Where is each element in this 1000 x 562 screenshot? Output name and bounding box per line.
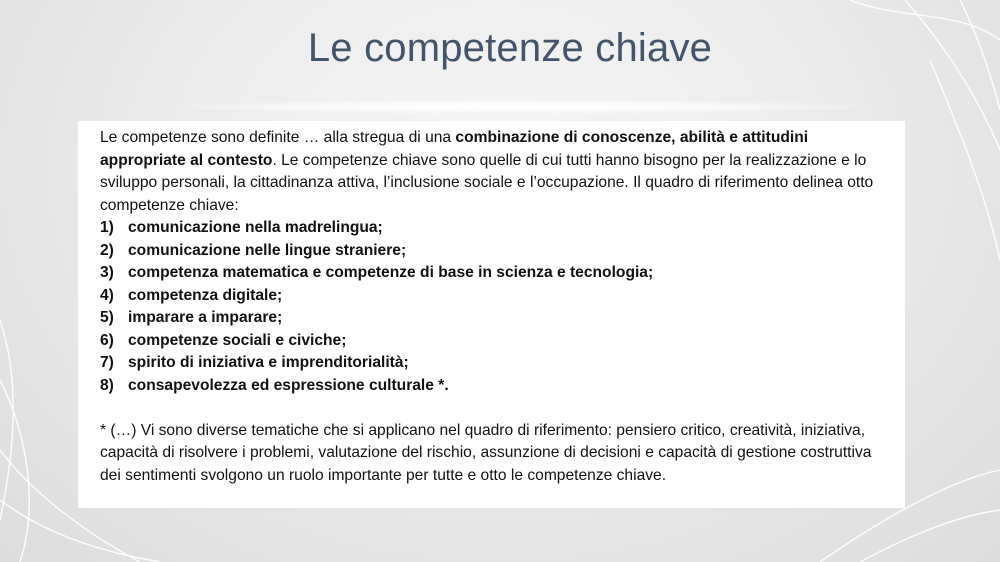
list-item-number: 4)	[100, 286, 114, 304]
list-item-label: spirito di iniziativa e imprenditorialità;	[128, 354, 409, 371]
title-underline-glow	[170, 100, 870, 114]
list-item	[100, 330, 887, 353]
list-item-number: 1)	[100, 219, 114, 236]
intro-text-start: Le competenze sono definite … alla stregua di una	[100, 129, 456, 146]
footnote-paragraph: * (…) Vi sono diverse tematiche che si applicano nel quadro di riferimento: pensiero critico, creatività, iniziativa, capacità di risolvere i problemi, valutazione del rischio, assunzione di decisioni e capacità di gestione costruttiva dei sentimenti svolgono un ruolo importante per tutte e otto le competenze chiave.	[100, 421, 872, 484]
intro-bold-definition: combinazione di conoscenze, abilità e attitudini appropriate al contesto	[100, 129, 809, 169]
content-box	[78, 121, 905, 508]
list-item-number: 6)	[100, 331, 114, 349]
list-item-label: imparare a imparare;	[128, 309, 283, 326]
list-item-number: 7)	[100, 354, 114, 371]
list-item-label: consapevolezza ed espressione culturale *.	[128, 376, 449, 394]
intro-paragraph	[100, 127, 887, 217]
list-item	[100, 217, 887, 240]
paragraph-spacer	[100, 397, 887, 420]
list-item-number: 8)	[100, 376, 114, 394]
list-item-label: comunicazione nella madrelingua;	[128, 219, 383, 236]
list-item-label: competenza matematica e competenze di base in scienza e tecnologia;	[128, 264, 654, 281]
list-item-number: 5)	[100, 309, 114, 326]
list-item	[100, 262, 887, 285]
list-item	[100, 285, 887, 308]
list-item-label: competenza digitale;	[128, 286, 283, 304]
list-item	[100, 307, 887, 330]
list-item-label: comunicazione nelle lingue straniere;	[128, 241, 407, 259]
list-item-label: competenze sociali e civiche;	[128, 331, 347, 349]
competences-list	[100, 217, 887, 397]
list-item-number: 2)	[100, 241, 114, 259]
list-item	[100, 352, 887, 375]
list-item-number: 3)	[100, 264, 114, 281]
intro-text-end: . Le competenze chiave sono quelle di cui tutti hanno bisogno per la realizzazione e lo sviluppo personali, la cittadinanza attiva, l’inclusione sociale e l’occupazione. Il quadro di riferimento delinea otto competenze chiave:	[100, 151, 874, 214]
slide-title: Le competenze chiave	[307, 26, 713, 70]
list-item	[100, 240, 887, 263]
list-item	[100, 375, 887, 398]
